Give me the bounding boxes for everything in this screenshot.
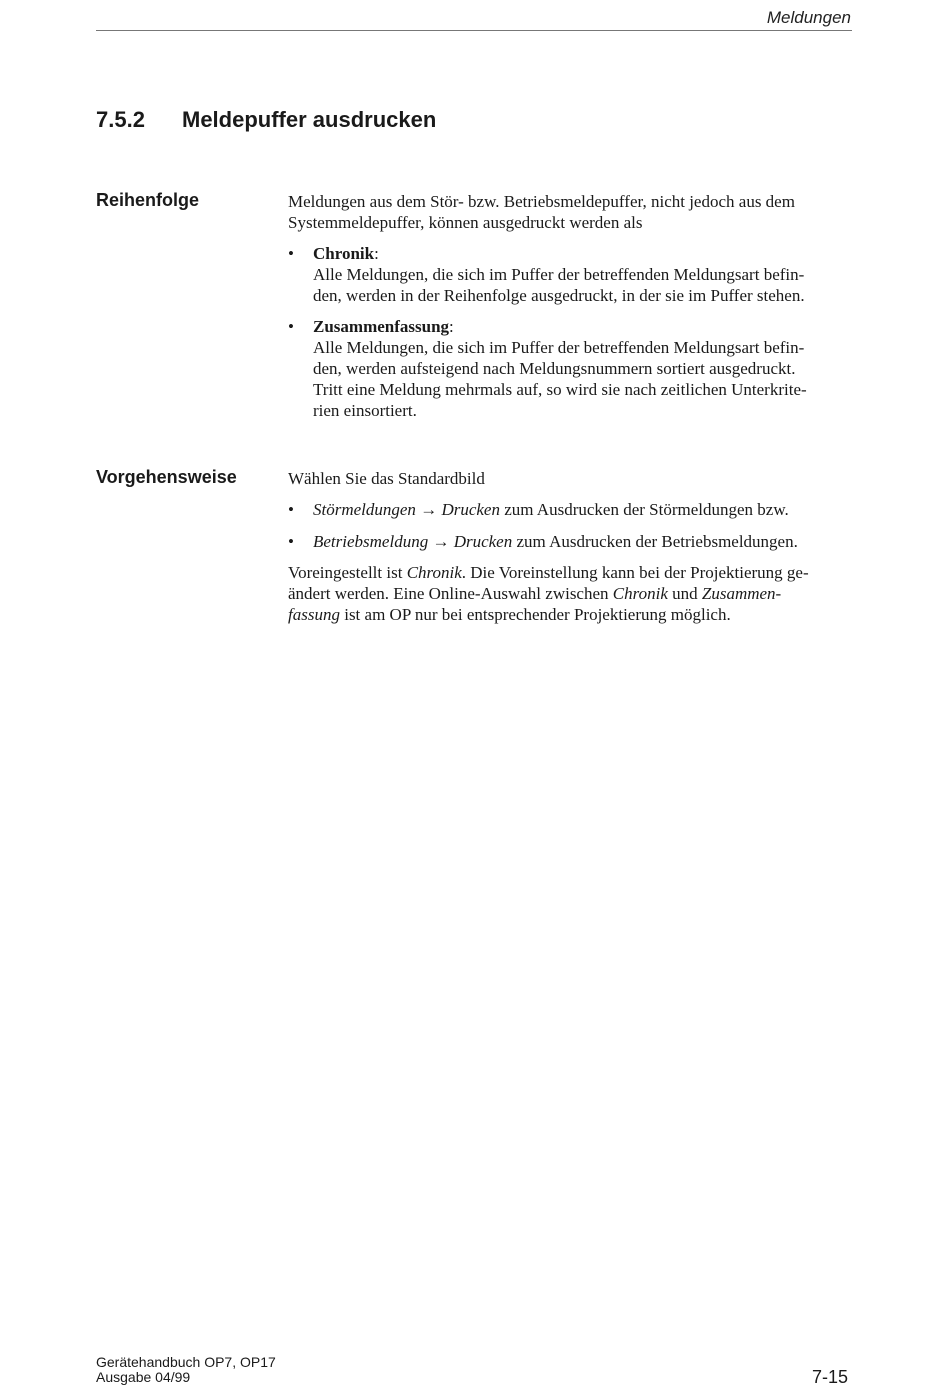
arrow-icon: → [420, 500, 438, 519]
label-vorgehensweise: Vorgehensweise [96, 467, 237, 487]
menu-betriebsmeldung: Betriebsmeldung [313, 532, 429, 551]
vorgehensweise-body [288, 468, 848, 625]
bullet-dot: • [288, 317, 294, 336]
arrow-icon: → [432, 532, 450, 551]
vorgehensweise-intro: Wählen Sie das Standardbild [288, 469, 485, 488]
bullet-chronik: • Chronik: Alle Meldungen, die sich im Puffer der betreffenden Meldungsart befin- den, werden in der Reihenfolge ausgedruckt, in der sie im Puffer stehen. [288, 243, 848, 306]
bullet-stoermeldungen: • Störmeldungen → Drucken zum Ausdrucken der Störmeldungen bzw. [288, 500, 789, 519]
zusammenfassung-line: rien einsortiert. [313, 401, 417, 420]
running-header: Meldungen [766, 8, 851, 27]
vorgehensweise-note: Voreingestellt ist Chronik. Die Voreinstellung kann bei der Projektierung ge- ändert werden. Eine Online-Auswahl zwischen Chronik und Zusammen- fassung ist am OP nur bei entsprechender Projektierung möglich. [288, 563, 809, 624]
menu-drucken: Drucken [441, 500, 500, 519]
zusammenfassung-line: den, werden aufsteigend nach Meldungsnummern sortiert ausgedruckt. [313, 359, 796, 378]
section-heading [96, 107, 436, 133]
bullet-zusammenfassung: • Zusammenfassung: Alle Meldungen, die sich im Puffer der betreffenden Meldungsart befin- den, werden aufsteigend nach Meldungsnummern sortiert ausgedruckt. Tritt eine Meldung mehrmals auf, so wird sie nach zeitlichen Unterkrite- rien einsortiert. [288, 316, 848, 421]
bullet-dot: • [288, 500, 294, 519]
term-chronik: Chronik [313, 244, 375, 263]
menu-stoermeldungen: Störmeldungen [313, 500, 416, 519]
chronik-line: den, werden in der Reihenfolge ausgedruckt, in der sie im Puffer stehen. [313, 286, 805, 305]
footer-manual: Gerätehandbuch OP7, OP17 [96, 1354, 276, 1370]
reihenfolge-intro: Meldungen aus dem Stör- bzw. Betriebsmeldepuffer, nicht jedoch aus dem Systemmeldepuffer, können ausgedruckt werden als [288, 192, 795, 232]
section-title: Meldepuffer ausdrucken [182, 107, 437, 132]
menu-drucken: Drucken [453, 532, 513, 551]
footer-info [96, 1355, 276, 1385]
section-number: 7.5.2 [96, 107, 145, 132]
footer-edition: Ausgabe 04/99 [96, 1369, 191, 1385]
label-reihenfolge: Reihenfolge [96, 190, 200, 210]
zusammenfassung-line: Alle Meldungen, die sich im Puffer der betreffenden Meldungsart befin- [313, 338, 805, 357]
page-number: 7-15 [811, 1367, 848, 1387]
term-zusammenfassung: Zusammenfassung [313, 317, 450, 336]
reihenfolge-body [288, 191, 848, 421]
header-rule [96, 30, 852, 31]
bullet-betriebsmeldung: • Betriebsmeldung → Drucken zum Ausdrucken der Betriebsmeldungen. [288, 532, 798, 551]
zusammenfassung-line: Tritt eine Meldung mehrmals auf, so wird sie nach zeitlichen Unterkrite- [313, 380, 807, 399]
bullet-dot: • [288, 532, 294, 551]
bullet-dot: • [288, 244, 294, 263]
chronik-line: Alle Meldungen, die sich im Puffer der betreffenden Meldungsart befin- [313, 265, 805, 284]
